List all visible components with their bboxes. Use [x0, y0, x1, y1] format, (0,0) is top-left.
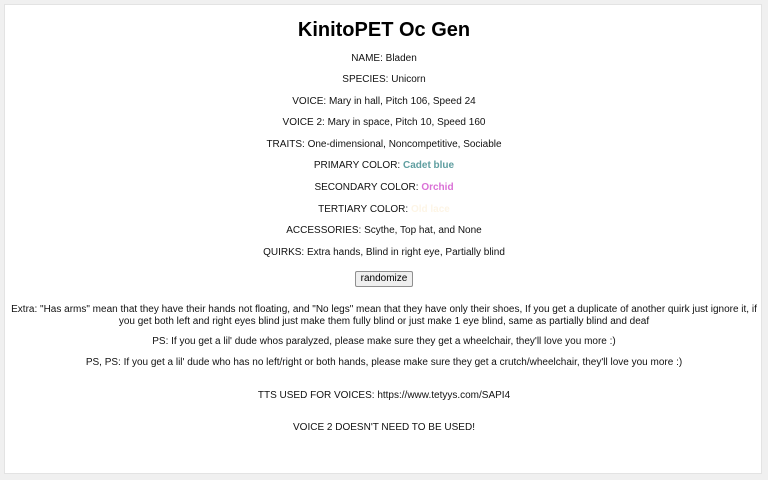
quirks-label: QUIRKS: [263, 247, 305, 258]
quirks-value: Extra hands, Blind in right eye, Partially blind [307, 247, 505, 258]
tertiary-color-label: TERTIARY COLOR: [318, 204, 409, 215]
name-row [5, 53, 763, 65]
voice2-label: VOICE 2: [282, 117, 325, 128]
traits-row [5, 139, 763, 151]
species-value: Unicorn [391, 74, 426, 85]
extra-note: Extra: "Has arms" mean that they have their hands not floating, and "No legs" mean that they have only their shoes, If you get a duplicate of another quirk just ignore it, if you get both left and right eyes blind just make them fully blind or just make 1 eye blind, same as partially blind and deaf [11, 304, 757, 327]
page-title: KinitoPET Oc Gen [297, 19, 471, 41]
primary-color-row [5, 160, 763, 172]
name-value: Bladen [385, 53, 417, 64]
species-row [5, 74, 763, 86]
tertiary-color-value: Old lace [410, 204, 450, 215]
accessories-label: ACCESSORIES: [286, 225, 362, 236]
quirks-row [5, 247, 763, 259]
voice-row [5, 96, 763, 108]
voice2-row [5, 117, 763, 129]
ps-ps-note: PS, PS: If you get a lil' dude who has no left/right or both hands, please make sure they get a crutch/wheelchair, they'll love you more :) [85, 357, 683, 368]
page-frame [4, 4, 762, 474]
tertiary-color-row [5, 204, 763, 216]
voice-label: VOICE: [292, 96, 327, 107]
randomize-button-wrap [5, 268, 763, 287]
name-label: NAME: [351, 53, 383, 64]
accessories-value: Scythe, Top hat, and None [364, 225, 482, 236]
secondary-color-row [5, 182, 763, 194]
traits-value: One-dimensional, Noncompetitive, Sociable [307, 139, 502, 150]
traits-label: TRAITS: [266, 139, 305, 150]
ps-note: PS: If you get a lil' dude whos paralyzed, please make sure they get a wheelchair, they'll love you more :) [152, 336, 616, 347]
species-label: SPECIES: [342, 74, 389, 85]
primary-color-label: PRIMARY COLOR: [313, 160, 401, 171]
voice2-optional-note: VOICE 2 DOESN'T NEED TO BE USED! [293, 422, 475, 433]
tts-note: TTS USED FOR VOICES: https://www.tetyys.com/SAPI4 [257, 390, 511, 401]
randomize-button[interactable]: randomize [355, 271, 414, 287]
voice-value: Mary in hall, Pitch 106, Speed 24 [328, 96, 476, 107]
secondary-color-value: Orchid [421, 182, 454, 193]
secondary-color-label: SECONDARY COLOR: [314, 182, 419, 193]
primary-color-value: Cadet blue [402, 160, 455, 171]
voice2-value: Mary in space, Pitch 10, Speed 160 [327, 117, 486, 128]
accessories-row [5, 225, 763, 237]
